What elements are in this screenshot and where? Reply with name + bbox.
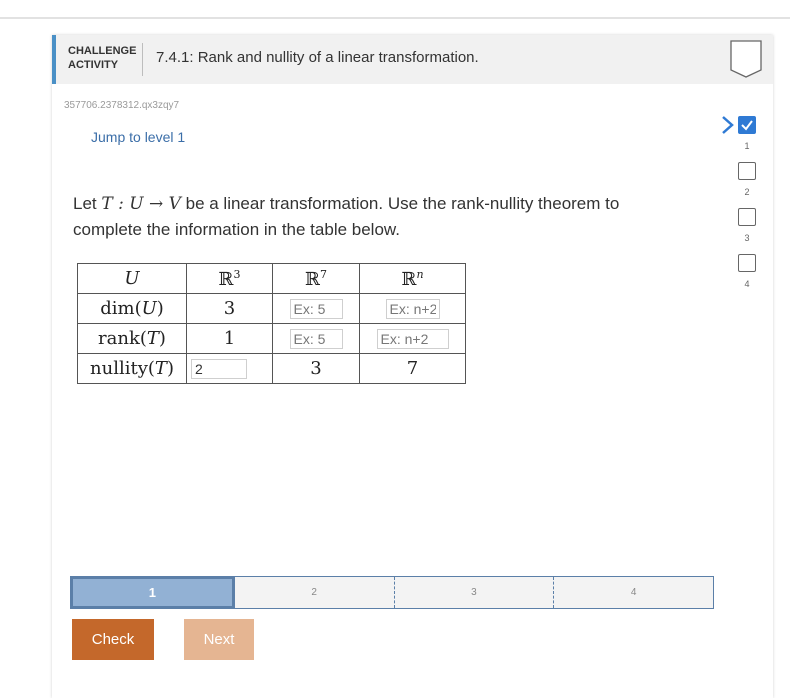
row-label-nullity: nullity(T) — [78, 354, 187, 384]
header-rn-exp: n — [416, 267, 424, 281]
nullity-r3-input[interactable] — [191, 359, 247, 379]
header-r3-base: ℝ — [218, 268, 234, 290]
dim-r7-input[interactable] — [290, 299, 343, 319]
rank-fn: rank — [98, 328, 140, 349]
dim-rn-input[interactable] — [386, 299, 440, 319]
level-3-checkbox — [738, 208, 756, 226]
dim-r3-value: 3 — [187, 294, 273, 324]
header-r3-cell — [187, 264, 273, 294]
nullity-rn-value: 7 — [360, 354, 466, 384]
nullity-r3-cell — [187, 354, 273, 384]
table-row-nullity — [78, 354, 466, 384]
table-row-dim — [78, 294, 466, 324]
progress-segment-3[interactable]: 3 — [394, 577, 554, 608]
header-divider — [142, 43, 143, 76]
activity-type-label — [68, 44, 138, 72]
header-r7-base: ℝ — [305, 268, 320, 290]
prompt-text-after: be a linear transformation. Use the rank-nullity theorem to complete the information in the table below. — [73, 194, 620, 239]
rank-rn-input[interactable] — [377, 329, 449, 349]
table-header-row — [78, 264, 466, 294]
rank-arg: T — [146, 328, 159, 349]
dim-arg: U — [141, 298, 157, 319]
header-u-cell: U — [78, 264, 187, 294]
rank-rn-cell — [360, 324, 466, 354]
activity-header — [52, 35, 773, 84]
jump-to-level-link[interactable]: Jump to level 1 — [91, 129, 186, 145]
challenge-activity-card — [52, 35, 773, 698]
nullity-fn: nullity — [90, 358, 148, 379]
level-4-number: 4 — [744, 279, 750, 289]
accent-bar — [52, 35, 56, 84]
level-sidebar — [736, 114, 758, 298]
progress-segment-2[interactable]: 2 — [234, 577, 394, 608]
header-rn-base: ℝ — [401, 268, 417, 290]
check-button[interactable]: Check — [72, 619, 154, 660]
level-1-number: 1 — [744, 141, 750, 151]
sidebar-level-2[interactable] — [736, 160, 758, 206]
prompt-math: T : U → V — [101, 194, 181, 214]
rank-r7-input[interactable] — [290, 329, 343, 349]
current-level-arrow-icon — [721, 115, 734, 135]
level-progress-bar — [70, 576, 714, 609]
prompt-text-before: Let — [73, 194, 102, 213]
level-1-checkbox — [738, 116, 756, 134]
problem-prompt — [73, 191, 683, 242]
level-2-checkbox — [738, 162, 756, 180]
nullity-arg: T — [154, 358, 167, 379]
rank-r3-value: 1 — [187, 324, 273, 354]
rank-r7-cell — [273, 324, 360, 354]
top-divider — [0, 17, 790, 19]
header-rn-cell — [360, 264, 466, 294]
row-label-rank: rank(T) — [78, 324, 187, 354]
nullity-r7-value: 3 — [273, 354, 360, 384]
level-2-number: 2 — [744, 187, 750, 197]
table-row-rank — [78, 324, 466, 354]
header-r3-exp: 3 — [233, 267, 241, 281]
level-3-number: 3 — [744, 233, 750, 243]
header-r7-cell — [273, 264, 360, 294]
next-button[interactable]: Next — [184, 619, 254, 660]
sidebar-level-3[interactable] — [736, 206, 758, 252]
header-r7-exp: 7 — [319, 267, 327, 281]
dim-fn: dim — [100, 298, 135, 319]
activity-id: 357706.2378312.qx3zqy7 — [64, 100, 180, 111]
progress-segment-4[interactable]: 4 — [553, 577, 713, 608]
rank-nullity-table — [77, 263, 466, 384]
dim-rn-cell — [360, 294, 466, 324]
sidebar-level-1[interactable] — [736, 114, 758, 160]
level-4-checkbox — [738, 254, 756, 272]
activity-title: 7.4.1: Rank and nullity of a linear transformation. — [156, 49, 479, 66]
dim-r7-cell — [273, 294, 360, 324]
progress-segment-1[interactable]: 1 — [70, 576, 235, 609]
activity-type-label-text: CHALLENGE ACTIVITY — [68, 45, 137, 71]
sidebar-level-4[interactable] — [736, 252, 758, 298]
row-label-dim: dim(U) — [78, 294, 187, 324]
completion-badge-icon — [730, 40, 762, 78]
checkmark-icon — [738, 116, 756, 134]
